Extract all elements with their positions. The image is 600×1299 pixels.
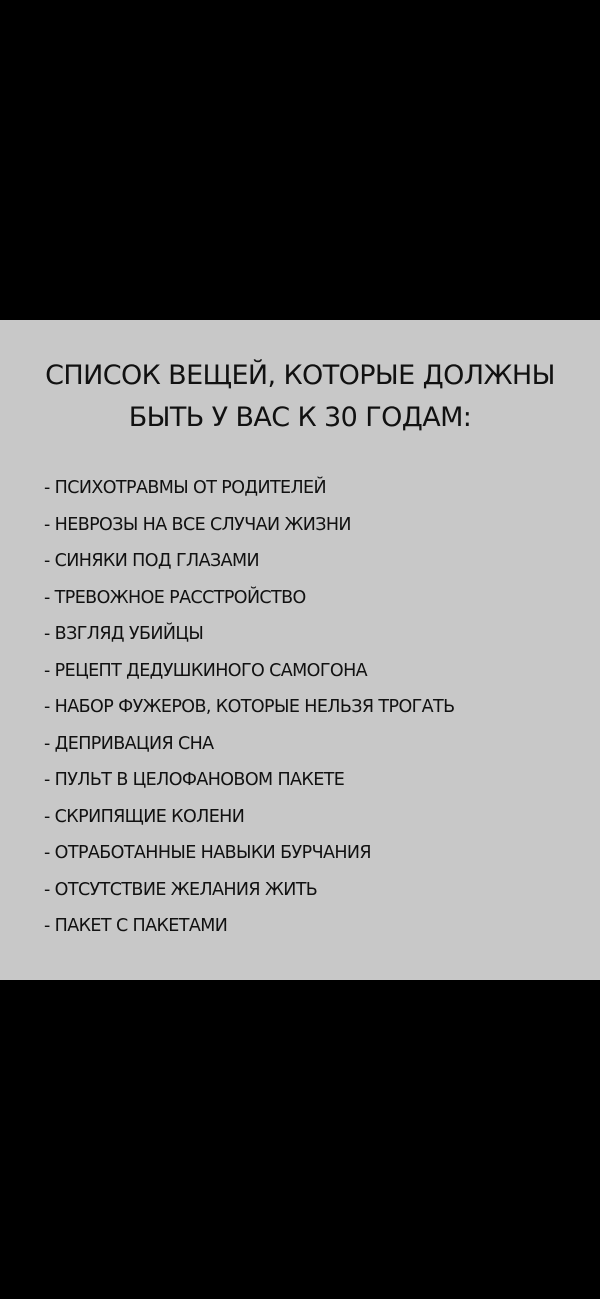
list-item: - ПСИХОТРАВМЫ ОТ РОДИТЕЛЕЙ (44, 478, 327, 498)
bottom-black-band (0, 980, 600, 1299)
list-item: - ТРЕВОЖНОЕ РАССТРОЙСТВО (44, 587, 306, 608)
title-line: СПИСОК ВЕЩЕЙ, КОТОРЫЕ ДОЛЖНЫ (45, 360, 555, 391)
list-item: - ВЗГЛЯД УБИЙЦЫ (44, 624, 204, 644)
image-card (0, 320, 600, 980)
list-item: - ДЕПРИВАЦИЯ СНА (44, 733, 214, 754)
title-line: БЫТЬ У ВАС К 30 ГОДАМ: (128, 402, 472, 433)
list-item: - ПУЛЬТ В ЦЕЛОФАНОВОМ ПАКЕТЕ (44, 770, 345, 790)
list-item: - СИНЯКИ ПОД ГЛАЗАМИ (44, 551, 259, 571)
top-black-band (0, 0, 600, 320)
list-item: - НАБОР ФУЖЕРОВ, КОТОРЫЕ НЕЛЬЗЯ ТРОГАТЬ (44, 697, 455, 717)
list-item: - РЕЦЕПТ ДЕДУШКИНОГО САМОГОНА (44, 660, 368, 681)
list-item: - ОТРАБОТАННЫЕ НАВЫКИ БУРЧАНИЯ (44, 843, 371, 863)
items-list (44, 470, 455, 945)
list-item: - НЕВРОЗЫ НА ВСЕ СЛУЧАИ ЖИЗНИ (44, 514, 351, 535)
list-item: - ОТСУТСТВИЕ ЖЕЛАНИЯ ЖИТЬ (44, 879, 318, 900)
list-item: - ПАКЕТ С ПАКЕТАМИ (44, 916, 228, 936)
list-title (0, 355, 600, 439)
list-item: - СКРИПЯЩИЕ КОЛЕНИ (44, 806, 245, 827)
